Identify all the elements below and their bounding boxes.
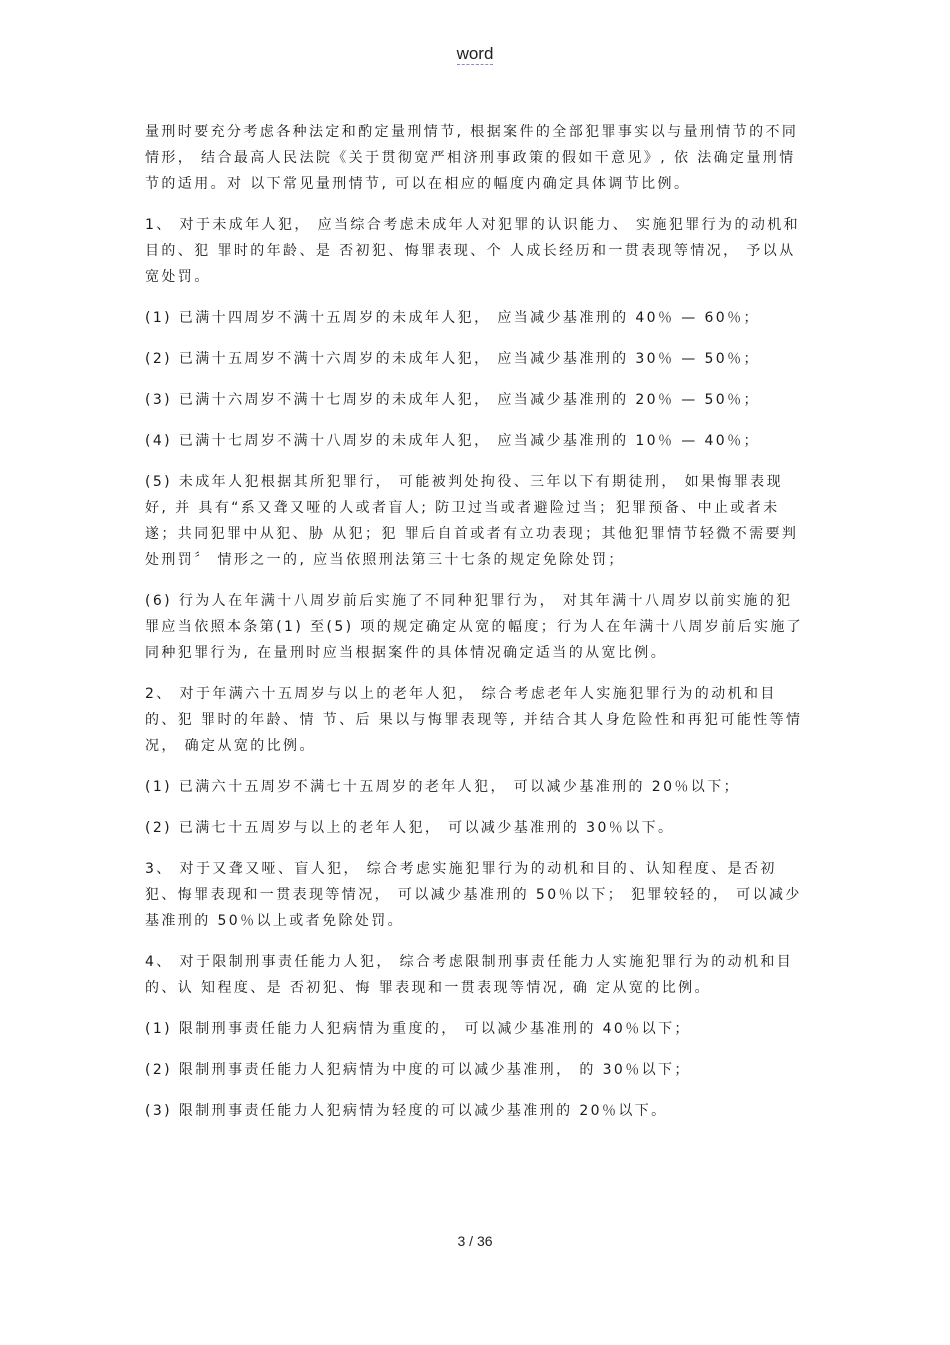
section-1-item-2: (2) 已满十五周岁不满十六周岁的未成年人犯， 应当减少基准刑的 30％ — 50％； xyxy=(145,351,760,367)
section-1-item-4: (4) 已满十七周岁不满十八周岁的未成年人犯， 应当减少基准刑的 10％ — 40％； xyxy=(145,433,760,449)
section-4-item-1: (1) 限制刑事责任能力人犯病情为重度的， 可以减少基准刑的 40％以下； xyxy=(145,1021,691,1037)
section-2-item-1: (1) 已满六十五周岁不满七十五周岁的老年人犯， 可以减少基准刑的 20％以下； xyxy=(145,779,740,795)
section-4-item-3: (3) 限制刑事责任能力人犯病情为轻度的可以减少基准刑的 20％以下。 xyxy=(145,1103,668,1119)
section-2-item-2: (2) 已满七十五周岁与以上的老年人犯， 可以减少基准刑的 30％以下。 xyxy=(145,820,675,836)
section-1-item-5: (5) 未成年人犯根据其所犯罪行， 可能被判处拘役、三年以下有期徒刑， 如果悔罪表现好, 并 具有“系又聋又哑的人或者盲人; 防卫过当或者避险过当；犯罪预备、中止或者未遂；共同犯罪中从犯、胁 从犯；犯 罪后自首或者有立功表现；其他犯罪情节轻微不需要判处刑罚〞 情形之一的, 应当依照刑法第三十七条的规定免除处罚； xyxy=(145,474,799,568)
section-1-item-3: (3) 已满十六周岁不满十七周岁的未成年人犯， 应当减少基准刑的 20％ — 50％； xyxy=(145,392,760,408)
section-2-paragraph: 2、 对于年满六十五周岁与以上的老年人犯， 综合考虑老年人实施犯罪行为的动机和目的、犯 罪时的年龄、情 节、后 果以与悔罪表现等, 并结合其人身危险性和再犯可能性等情况， 确定从宽的比例。 xyxy=(145,686,803,754)
section-1-item-1: (1) 已满十四周岁不满十五周岁的未成年人犯， 应当减少基准刑的 40％ — 60％； xyxy=(145,310,760,326)
page-number: 3 / 36 xyxy=(457,1233,493,1249)
section-1-paragraph: 1、 对于未成年人犯， 应当综合考虑未成年人对犯罪的认识能力、 实施犯罪行为的动机和目的、犯 罪时的年龄、是 否初犯、悔罪表现、个 人成长经历和一贯表现等情况， 予以从宽处罚。 xyxy=(145,217,801,285)
section-4-paragraph: 4、 对于限制刑事责任能力人犯， 综合考虑限制刑事责任能力人实施犯罪行为的动机和目的、认 知程度、是 否初犯、悔 罪表现和一贯表现等情况, 确 定从宽的比例。 xyxy=(145,954,794,996)
section-3-paragraph: 3、 对于又聋又哑、盲人犯， 综合考虑实施犯罪行为的动机和目的、认知程度、是否初犯、悔罪表现和一贯表现等情况， 可以减少基准刑的 50％以下； 犯罪较轻的， 可以减少基准刑的 50％以上或者免除处罚。 xyxy=(145,861,802,929)
intro-paragraph: 量刑时要充分考虑各种法定和酌定量刑情节, 根据案件的全部犯罪事实以与量刑情节的不同情形， 结合最高人民法院《关于贯彻宽严相济刑事政策的假如干意见》, 依 法确定量刑情节的适用。对 以下常见量刑情节, 可以在相应的幅度内确定具体调节比例。 xyxy=(145,124,799,192)
section-4-item-2: (2) 限制刑事责任能力人犯病情为中度的可以减少基准刑， 的 30％以下； xyxy=(145,1062,691,1078)
section-1-item-6: (6) 行为人在年满十八周岁前后实施了不同种犯罪行为， 对其年满十八周岁以前实施的犯罪应当依照本条第(1) 至(5) 项的规定确定从宽的幅度；行为人在年满十八周岁前后实施了同种犯罪行为, 在量刑时应当根据案件的具体情况确定适当的从宽比例。 xyxy=(145,593,804,661)
header-title: word xyxy=(456,44,494,63)
page-header xyxy=(0,44,950,64)
page-footer xyxy=(0,1233,950,1249)
document-body xyxy=(145,119,805,1139)
